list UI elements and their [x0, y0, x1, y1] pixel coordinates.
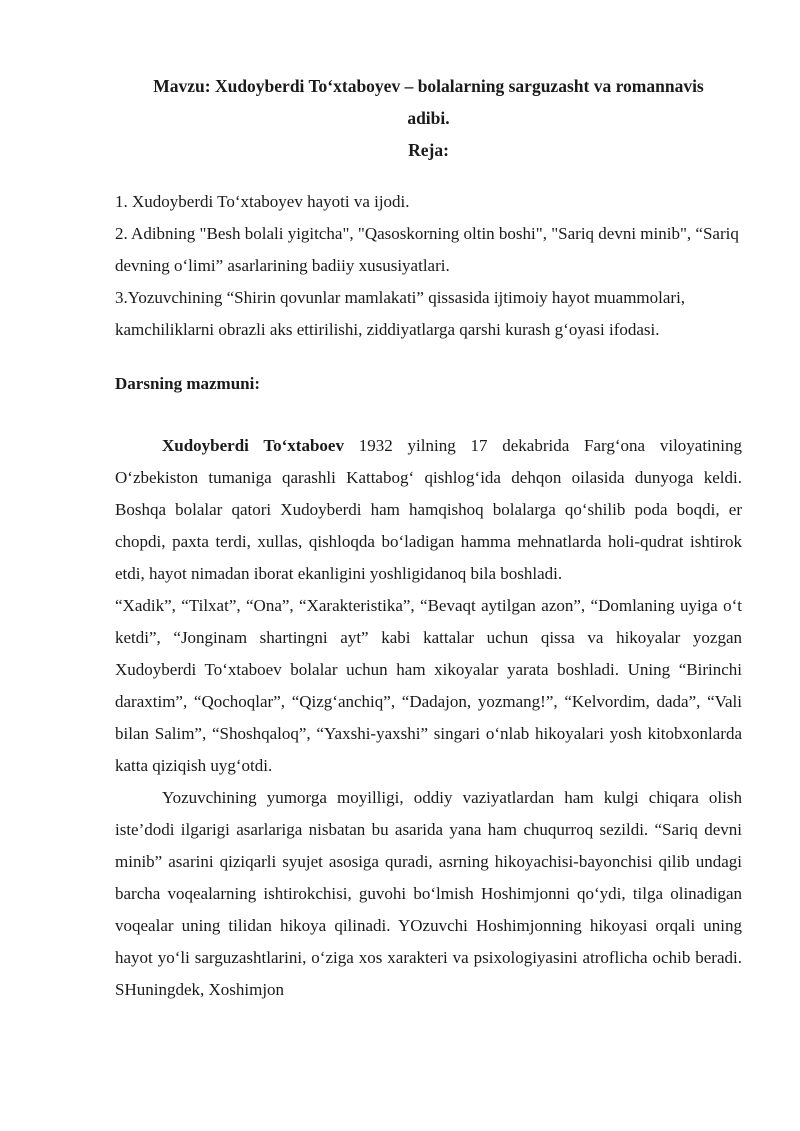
paragraph-1 [115, 430, 742, 590]
plan-item-3: 3.Yozuvchining “Shirin qovunlar mamlakati” qissasida ijtimoiy hayot muammolari, kamchiliklarni obrazli aks ettirilishi, ziddiyatlarga qarshi kurash g‘oyasi ifodasi. [115, 288, 686, 339]
paragraph-3: Yozuvchining yumorga moyilligi, oddiy vaziyatlardan ham kulgi chiqara olish iste’dodi ilgarigi asarlariga nisbatan bu asarida yana ham chuqurroq sezildi. “Sariq devni minib” asarini qiziqarli syujet asosiga quradi, asrning hikoyachisi-bayonchisi qilib undagi barcha voqealarning ishtirokchisi, guvohi bo‘lmish Hoshimjonni qo‘ydi, tilga olinadigan voqealar uning tilidan hikoya qilinadi. YOzuvchi Hoshimjonning hikoyasi orqali uning hayot yo‘li sarguzashtlarini, o‘ziga xos xarakteri va psixologiyasini atroflicha ochib beradi. SHuningdek, Xoshimjon [115, 788, 742, 999]
plan-item-1: 1. Xudoyberdi To‘xtaboyev hayoti va ijodi. [115, 192, 410, 211]
title-line-1: Mavzu: Xudoyberdi To‘xtaboyev – bolalarning sarguzasht va romannavis [153, 76, 704, 96]
author-name: Xudoyberdi To‘xtaboev [162, 436, 344, 455]
document-title [115, 70, 742, 166]
section-heading: Darsning mazmuni: [115, 374, 260, 393]
paragraph-1-text: 1932 yilning 17 dekabrida Farg‘ona viloyatining O‘zbekiston tumaniga qarashli Kattabog‘ qishlog‘ida dehqon oilasida dunyoga keldi. Boshqa bolalar qatori Xudoyberdi ham hamqishoq bolalarga qo‘shilib poda boqdi, er chopdi, paxta terdi, xullas, qishloqda bo‘ladigan hamma mehnatlarda holi-qudrat ishtirok etdi, hayot nimadan iborat ekanligini yoshligidanoq bila boshladi. [115, 436, 743, 583]
plan-item-2: 2. Adibning "Besh bolali yigitcha", "Qasoskorning oltin boshi", "Sariq devni minib", “Sariq devning o‘limi” asarlarining badiiy xususiyatlari. [115, 224, 739, 275]
document-page [115, 70, 742, 1006]
plan-list [115, 186, 742, 346]
title-line-2: adibi. [407, 108, 450, 128]
lesson-content [115, 430, 742, 1006]
paragraph-2: “Xadik”, “Tilxat”, “Ona”, “Xarakteristika”, “Bevaqt aytilgan azon”, “Domlaning uyiga o‘t ketdi”, “Jonginam shartingni ayt” kabi kattalar uchun qissa va hikoyalar yozgan Xudoyberdi To‘xtaboev bolalar uchun ham xikoyalar yarata boshladi. Uning “Birinchi daraxtim”, “Qochoqlar”, “Qizg‘anchiq”, “Dadajon, yozmang!”, “Kelvordim, dada”, “Vali bilan Salim”, “Shoshqaloq”, “Yaxshi-yaxshi” singari o‘nlab hikoyalari yosh kitobxonlarda katta qiziqish uyg‘otdi. [115, 596, 742, 775]
plan-heading: Reja: [408, 140, 449, 160]
